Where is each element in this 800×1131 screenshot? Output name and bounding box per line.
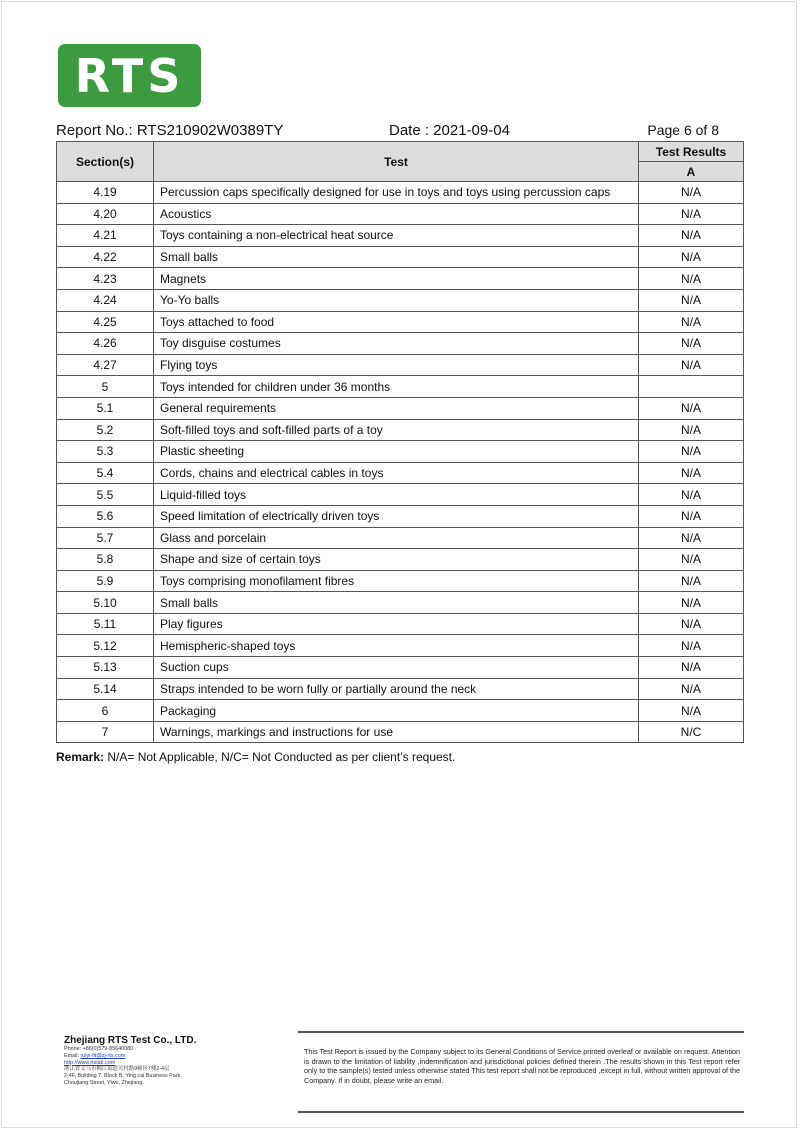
result-cell: N/A [639, 203, 744, 225]
column-header-test: Test [154, 142, 639, 182]
table-row [57, 397, 744, 419]
table-row [57, 268, 744, 290]
result-cell: N/C [639, 721, 744, 743]
section-cell: 4.27 [57, 354, 154, 376]
company-logo [58, 44, 201, 107]
result-cell: N/A [639, 462, 744, 484]
test-cell: Magnets [154, 268, 639, 290]
result-cell: N/A [639, 505, 744, 527]
section-cell: 4.26 [57, 333, 154, 355]
report-date: Date : 2021-09-04 [389, 122, 510, 139]
result-cell: N/A [639, 484, 744, 506]
report-header-line [56, 122, 744, 140]
table-row [57, 570, 744, 592]
table-row [57, 678, 744, 700]
section-cell: 5.4 [57, 462, 154, 484]
test-cell: Percussion caps specifically designed for use in toys and toys using percussion caps [154, 182, 639, 204]
table-row [57, 700, 744, 722]
test-cell: Straps intended to be worn fully or partially around the neck [154, 678, 639, 700]
section-cell: 5.14 [57, 678, 154, 700]
result-cell: N/A [639, 354, 744, 376]
section-cell: 5.3 [57, 441, 154, 463]
table-row [57, 549, 744, 571]
section-cell: 4.19 [57, 182, 154, 204]
test-cell: Small balls [154, 592, 639, 614]
test-cell: Toys containing a non-electrical heat source [154, 225, 639, 247]
result-cell: N/A [639, 311, 744, 333]
test-cell: Packaging [154, 700, 639, 722]
table-row [57, 289, 744, 311]
table-row [57, 419, 744, 441]
result-cell [639, 376, 744, 398]
table-row [57, 657, 744, 679]
result-cell: N/A [639, 570, 744, 592]
section-cell: 4.21 [57, 225, 154, 247]
test-cell: Play figures [154, 613, 639, 635]
result-cell: N/A [639, 397, 744, 419]
test-cell: Acoustics [154, 203, 639, 225]
test-results-table [56, 141, 744, 743]
section-cell: 5.7 [57, 527, 154, 549]
test-cell: Speed limitation of electrically driven toys [154, 505, 639, 527]
result-cell: N/A [639, 182, 744, 204]
result-cell: N/A [639, 419, 744, 441]
address-line-1: 2-4F, Building 7, Block B, Ying cai Business Park, [64, 1073, 182, 1080]
test-cell: Shape and size of certain toys [154, 549, 639, 571]
table-row [57, 462, 744, 484]
page-number: Page 6 of 8 [647, 122, 719, 138]
section-cell: 5.8 [57, 549, 154, 571]
section-cell: 5.11 [57, 613, 154, 635]
table-row [57, 225, 744, 247]
result-cell: N/A [639, 592, 744, 614]
address-line-2: Choujiang Street, Yiwu, Zhejiang. [64, 1079, 144, 1086]
company-name: Zhejiang RTS Test Co., LTD. [64, 1035, 197, 1046]
column-header-results-sub: A [639, 162, 744, 182]
company-phone: Phone: +86(0)579-85640080 [64, 1046, 134, 1052]
table-row [57, 376, 744, 398]
result-cell: N/A [639, 246, 744, 268]
section-cell: 4.23 [57, 268, 154, 290]
test-cell: Toy disguise costumes [154, 333, 639, 355]
section-cell: 5.9 [57, 570, 154, 592]
table-row [57, 635, 744, 657]
result-cell: N/A [639, 289, 744, 311]
disclaimer-box [298, 1031, 744, 1113]
table-row [57, 484, 744, 506]
section-cell: 5.10 [57, 592, 154, 614]
email-label: Email: [64, 1052, 81, 1059]
report-number: Report No.: RTS210902W0389TY [56, 122, 284, 139]
remark [56, 750, 455, 764]
test-cell: Hemispheric-shaped toys [154, 635, 639, 657]
logo-text: RTS [74, 48, 185, 103]
section-cell: 5 [57, 376, 154, 398]
test-cell: Toys comprising monofilament fibres [154, 570, 639, 592]
section-cell: 5.13 [57, 657, 154, 679]
test-cell: Suction cups [154, 657, 639, 679]
result-cell: N/A [639, 268, 744, 290]
table-row [57, 613, 744, 635]
result-cell: N/A [639, 333, 744, 355]
column-header-section: Section(s) [57, 142, 154, 182]
section-cell: 7 [57, 721, 154, 743]
remark-text: N/A= Not Applicable, N/C= Not Conducted as per client’s request. [104, 750, 456, 764]
company-email-line [64, 1053, 244, 1060]
test-cell: Glass and porcelain [154, 527, 639, 549]
section-cell: 5.12 [57, 635, 154, 657]
test-cell: Plastic sheeting [154, 441, 639, 463]
table-row [57, 311, 744, 333]
table-row [57, 527, 744, 549]
section-cell: 4.24 [57, 289, 154, 311]
remark-label: Remark: [56, 750, 105, 764]
table-row [57, 441, 744, 463]
section-cell: 6 [57, 700, 154, 722]
table-row [57, 203, 744, 225]
table-row [57, 721, 744, 743]
table-row [57, 246, 744, 268]
result-cell: N/A [639, 657, 744, 679]
test-cell: Warnings, markings and instructions for use [154, 721, 639, 743]
result-cell: N/A [639, 225, 744, 247]
section-cell: 5.6 [57, 505, 154, 527]
section-cell: 4.25 [57, 311, 154, 333]
result-cell: N/A [639, 700, 744, 722]
test-cell: Toys intended for children under 36 months [154, 376, 639, 398]
result-cell: N/A [639, 441, 744, 463]
section-cell: 5.1 [57, 397, 154, 419]
section-cell: 4.20 [57, 203, 154, 225]
column-header-results: Test Results [639, 142, 744, 162]
section-cell: 4.22 [57, 246, 154, 268]
disclaimer-text: This Test Report is issued by the Company subject to its General Conditions of Service printed overleaf or available on request. Attention is drawn to the limitation of liability ,indemnification and jurisdictional policies defined therein .The results shown in this Test report refer only to the sample(s) tested unless otherwise stated This test report shall not be reproduced ,except in full, without written approval of the Company. If in doubt, please write an email. [304, 1047, 740, 1085]
result-cell: N/A [639, 678, 744, 700]
table-body [57, 182, 744, 743]
section-cell: 5.5 [57, 484, 154, 506]
result-cell: N/A [639, 635, 744, 657]
table-row [57, 354, 744, 376]
company-contact [64, 1035, 244, 1087]
section-cell: 5.2 [57, 419, 154, 441]
test-cell: Toys attached to food [154, 311, 639, 333]
test-cell: Flying toys [154, 354, 639, 376]
result-cell: N/A [639, 527, 744, 549]
table-row [57, 592, 744, 614]
test-cell: Yo-Yo balls [154, 289, 639, 311]
email-link[interactable]: rulyi-fit@zj-rts.com [80, 1052, 126, 1059]
table-row [57, 333, 744, 355]
test-cell: Cords, chains and electrical cables in toys [154, 462, 639, 484]
test-cell: Liquid-filled toys [154, 484, 639, 506]
test-cell: General requirements [154, 397, 639, 419]
table-row [57, 182, 744, 204]
result-cell: N/A [639, 549, 744, 571]
result-cell: N/A [639, 613, 744, 635]
address-chinese: 浙江省义乌市稠江街道贝村路9幢区7楼2-4层 [64, 1066, 170, 1073]
test-cell: Soft-filled toys and soft-filled parts of a toy [154, 419, 639, 441]
table-row [57, 505, 744, 527]
test-cell: Small balls [154, 246, 639, 268]
website-link[interactable]: http://www.rtslab.com [64, 1059, 116, 1066]
